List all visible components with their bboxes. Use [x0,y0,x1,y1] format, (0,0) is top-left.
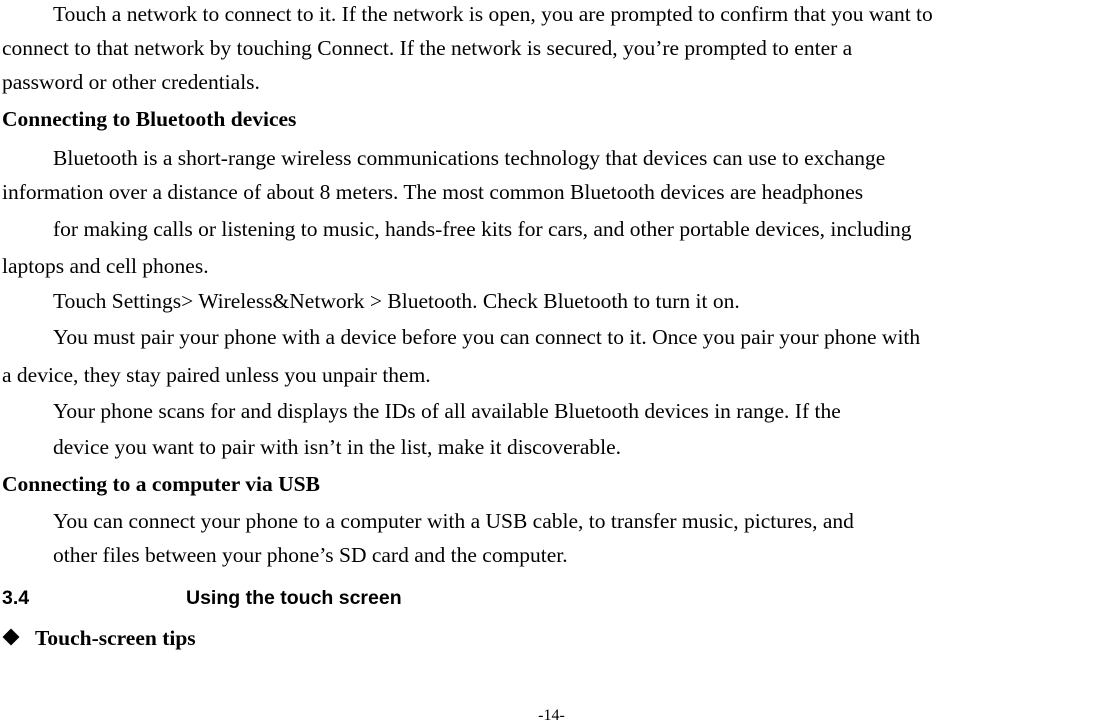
bluetooth-pair-line-2: a device, they stay paired unless you unpair them. [2,363,431,387]
wifi-paragraph-line-1: Touch a network to connect to it. If the network is open, you are prompted to confirm that you want to [53,2,933,26]
usb-paragraph-line-2: other files between your phone’s SD card and the computer. [53,543,568,567]
bluetooth-scan-line-1: Your phone scans for and displays the IDs of all available Bluetooth devices in range. If the [53,399,841,423]
wifi-paragraph-line-3: password or other credentials. [2,70,260,94]
bullet-item [4,625,196,651]
section-heading [2,585,402,611]
section-number: 3.4 [2,587,30,609]
bluetooth-intro-line-3: for making calls or listening to music, hands-free kits for cars, and other portable devices, including [53,217,912,241]
diamond-bullet-icon [3,629,20,646]
wifi-paragraph-line-2: connect to that network by touching Connect. If the network is secured, you’re prompted to enter a [2,36,853,60]
usb-paragraph-line-1: You can connect your phone to a computer with a USB cable, to transfer music, pictures, and [53,509,854,533]
page-number: -14- [538,707,565,724]
bluetooth-scan-line-2: device you want to pair with isn’t in the list, make it discoverable. [53,435,622,459]
bluetooth-pair-line-1: You must pair your phone with a device before you can connect to it. Once you pair your phone with [53,325,921,349]
bluetooth-intro-line-4: laptops and cell phones. [2,254,209,278]
bluetooth-intro-line-2: information over a distance of about 8 meters. The most common Bluetooth devices are headphones [2,180,864,204]
bluetooth-settings-line: Touch Settings> Wireless&Network > Bluetooth. Check Bluetooth to turn it on. [53,289,740,313]
section-title: Using the touch screen [186,587,402,609]
bullet-text: Touch-screen tips [35,626,196,650]
bluetooth-heading: Connecting to Bluetooth devices [2,107,297,131]
bluetooth-intro-line-1: Bluetooth is a short-range wireless communications technology that devices can use to exchange [53,146,886,170]
usb-heading: Connecting to a computer via USB [2,472,320,496]
